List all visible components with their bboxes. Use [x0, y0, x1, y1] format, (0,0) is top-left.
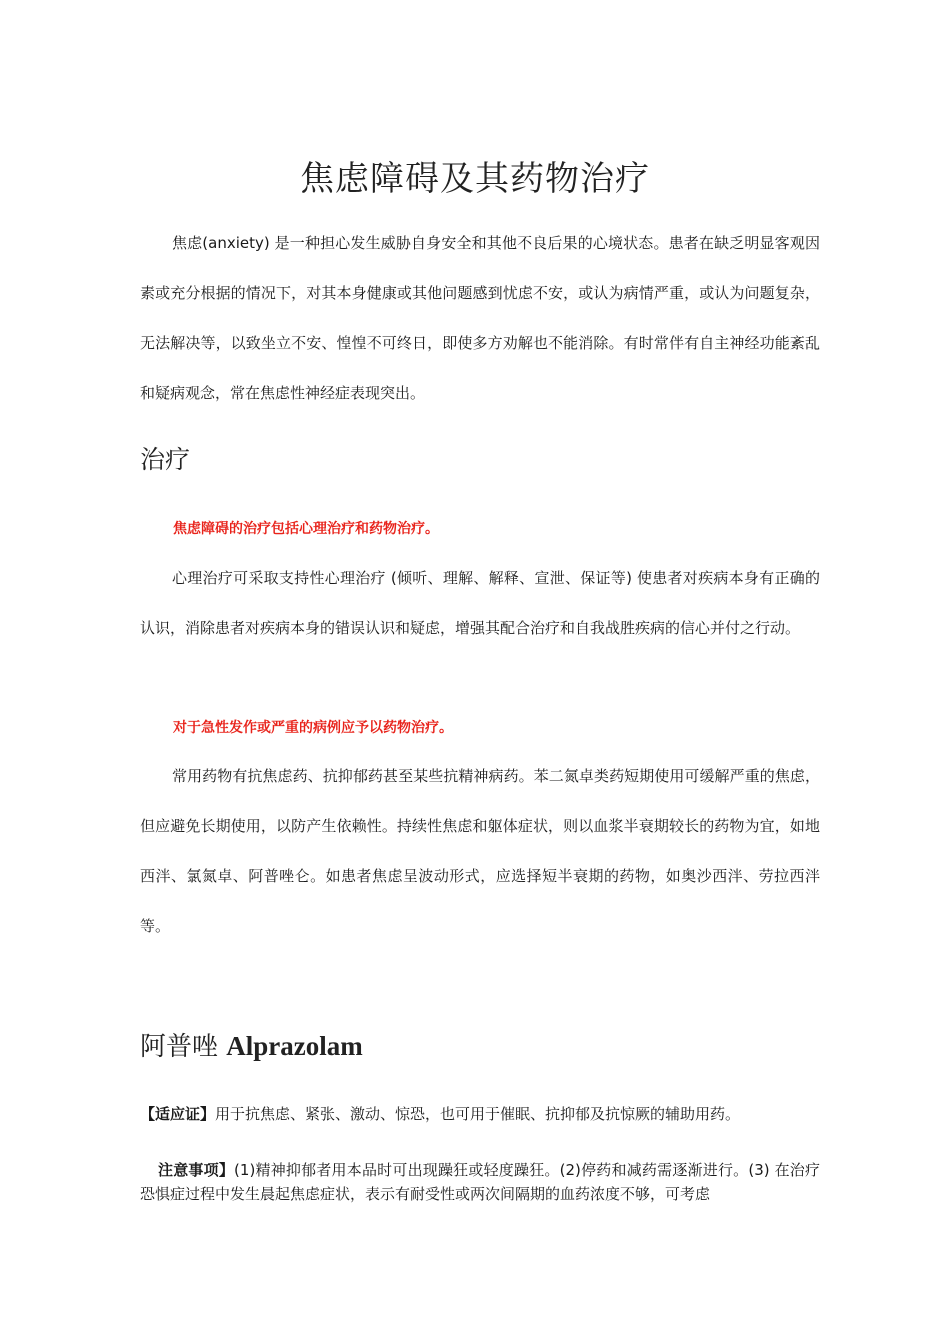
caution-text: (1)精神抑郁者用本品时可出现躁狂或轻度躁狂。(2)停药和减药需逐渐进行。(3) 在治疗恐惧症过程中发生晨起焦虑症状，表示有耐受性或两次间隔期的血药浓度不够，可考虑 [140, 1161, 820, 1203]
psychotherapy-paragraph: 心理治疗可采取支持性心理治疗 (倾听、理解、解释、宣泄、保证等) 使患者对疾病本身有正确的认识，消除患者对疾病本身的错误认识和疑虑，增强其配合治疗和自我战胜疾病的信心并付之行动。 [140, 569, 820, 637]
indication-text: 用于抗焦虑、紧张、激动、惊恐，也可用于催眠、抗抑郁及抗惊厥的辅助用药。 [215, 1105, 741, 1123]
drug-title [140, 1026, 363, 1063]
page-title: 焦虑障碍及其药物治疗 [300, 158, 650, 199]
drug-name-cn: 阿普唑 [140, 1032, 219, 1062]
caution-label: 注意事项】 [158, 1161, 235, 1179]
treatment-highlight-1: 焦虑障碍的治疗包括心理治疗和药物治疗。 [173, 521, 439, 537]
drug-name-latin: Alprazolam [226, 1031, 363, 1061]
drug-therapy-paragraph: 常用药物有抗焦虑药、抗抑郁药甚至某些抗精神病药。苯二氮卓类药短期使用可缓解严重的焦虑，但应避免长期使用，以防产生依赖性。持续性焦虑和躯体症状，则以血浆半衰期较长的药物为宜，如地西泮、氯氮卓、阿普唑仑。如患者焦虑呈波动形式，应选择短半衰期的药物，如奥沙西泮、劳拉西泮等。 [140, 767, 820, 935]
treatment-highlight-2: 对于急性发作或严重的病例应予以药物治疗。 [173, 720, 453, 736]
caution-paragraph [140, 1158, 820, 1206]
indication-label: 【适应证】 [140, 1105, 216, 1123]
treatment-heading: 治疗 [140, 445, 191, 474]
indication-paragraph [140, 1102, 820, 1126]
intro-paragraph: 焦虑(anxiety) 是一种担心发生威胁自身安全和其他不良后果的心境状态。患者在缺乏明显客观因素或充分根据的情况下，对其本身健康或其他问题感到忧虑不安，或认为病情严重，或认为问题复杂，无法解决等，以致坐立不安、惶惶不可终日，即使多方劝解也不能消除。有时常伴有自主神经功能紊乱和疑病观念，常在焦虑性神经症表现突出。 [140, 234, 820, 402]
